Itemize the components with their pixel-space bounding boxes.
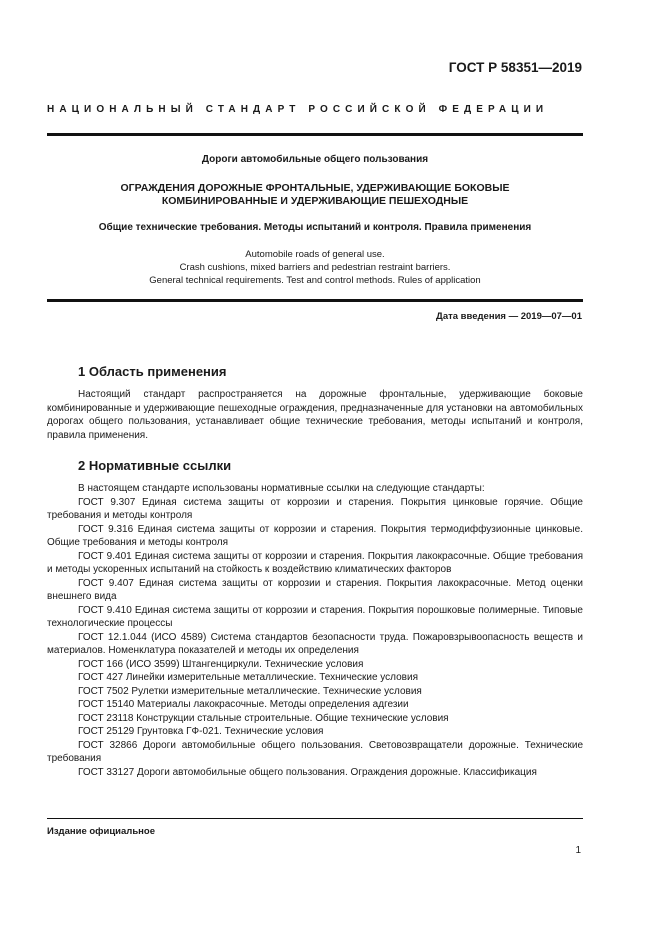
section-2-heading: 2 Нормативные ссылки	[78, 458, 232, 473]
section-2-body	[47, 482, 583, 779]
reference-item: ГОСТ 33127 Дороги автомобильные общего пользования. Ограждения дорожные. Классификация	[78, 766, 537, 778]
reference-item: ГОСТ 9.307 Единая система защиты от коррозии и старения. Покрытия цинковые горячие. Общие требования и методы контроля	[47, 496, 583, 521]
reference-item: ГОСТ 32866 Дороги автомобильные общего пользования. Световозвращатели дорожные. Технические требования	[47, 739, 583, 764]
title-caps-line-2: КОМБИНИРОВАННЫЕ И УДЕРЖИВАЮЩИЕ ПЕШЕХОДНЫЕ	[161, 195, 469, 207]
header-divider	[47, 133, 583, 136]
document-title-caps	[47, 182, 583, 208]
section-1-heading: 1 Область применения	[78, 364, 227, 379]
introduction-date: Дата введения — 2019—07—01	[436, 311, 582, 322]
english-title-line-3: General technical requirements. Test and control methods. Rules of application	[149, 275, 481, 286]
reference-item: ГОСТ 25129 Грунтовка ГФ-021. Технические условия	[78, 726, 324, 737]
document-code: ГОСТ Р 58351—2019	[448, 60, 582, 75]
reference-item: ГОСТ 9.401 Единая система защиты от коррозии и старения. Покрытия лакокрасочные. Общие требования и методы ускоренных испытаний на стойкость к воздействию климатических факторов	[47, 550, 583, 575]
reference-item: ГОСТ 7502 Рулетки измерительные металлические. Технические условия	[78, 685, 422, 697]
title-divider	[47, 299, 583, 302]
reference-item: ГОСТ 166 (ИСО 3599) Штангенциркули. Технические условия	[78, 658, 364, 670]
reference-item: ГОСТ 12.1.044 (ИСО 4589) Система стандартов безопасности труда. Пожаровзрывоопасность веществ и материалов. Номенклатура показателей и методы их определения	[47, 631, 583, 656]
reference-item: ГОСТ 15140 Материалы лакокрасочные. Методы определения адгезии	[78, 699, 409, 710]
reference-item: ГОСТ 9.316 Единая система защиты от коррозии и старения. Покрытия термодиффузионные цинковые. Общие требования и методы контроля	[47, 523, 583, 548]
national-standard-banner: НАЦИОНАЛЬНЫЙ СТАНДАРТ РОССИЙСКОЙ ФЕДЕРАЦИИ	[47, 104, 549, 115]
official-edition-note: Издание официальное	[47, 826, 155, 837]
section-1-body	[47, 388, 583, 442]
section-1-paragraph: Настоящий стандарт распространяется на дорожные фронтальные, удерживающие боковые комбинированные и удерживающие пешеходные ограждения, предназначенные для установки на автомобильных дорогах общего пользования, устанавливает общие технические требования, методы испытаний и контроля, правила применения.	[47, 389, 583, 441]
page-number: 1	[575, 845, 581, 856]
reference-item: ГОСТ 9.407 Единая система защиты от коррозии и старения. Покрытия лакокрасочные. Метод оценки внешнего вида	[47, 577, 583, 602]
english-title-line-2: Crash cushions, mixed barriers and pedestrian restraint barriers.	[179, 262, 451, 273]
document-title: Дороги автомобильные общего пользования	[201, 154, 429, 165]
reference-item: ГОСТ 427 Линейки измерительные металлические. Технические условия	[78, 672, 418, 683]
footer-divider	[47, 818, 583, 819]
title-caps-line-1: ОГРАЖДЕНИЯ ДОРОЖНЫЕ ФРОНТАЛЬНЫЕ, УДЕРЖИВАЮЩИЕ БОКОВЫЕ	[120, 182, 510, 194]
english-title-line-1: Automobile roads of general use.	[245, 249, 385, 260]
reference-item: ГОСТ 9.410 Единая система защиты от коррозии и старения. Покрытия порошковые полимерные. Типовые технологические процессы	[47, 604, 583, 629]
reference-item: В настоящем стандарте использованы нормативные ссылки на следующие стандарты:	[78, 483, 485, 494]
document-subtitle: Общие технические требования. Методы испытаний и контроля. Правила применения	[98, 222, 532, 233]
reference-item: ГОСТ 23118 Конструкции стальные строительные. Общие технические условия	[78, 712, 449, 724]
english-title	[47, 248, 583, 287]
